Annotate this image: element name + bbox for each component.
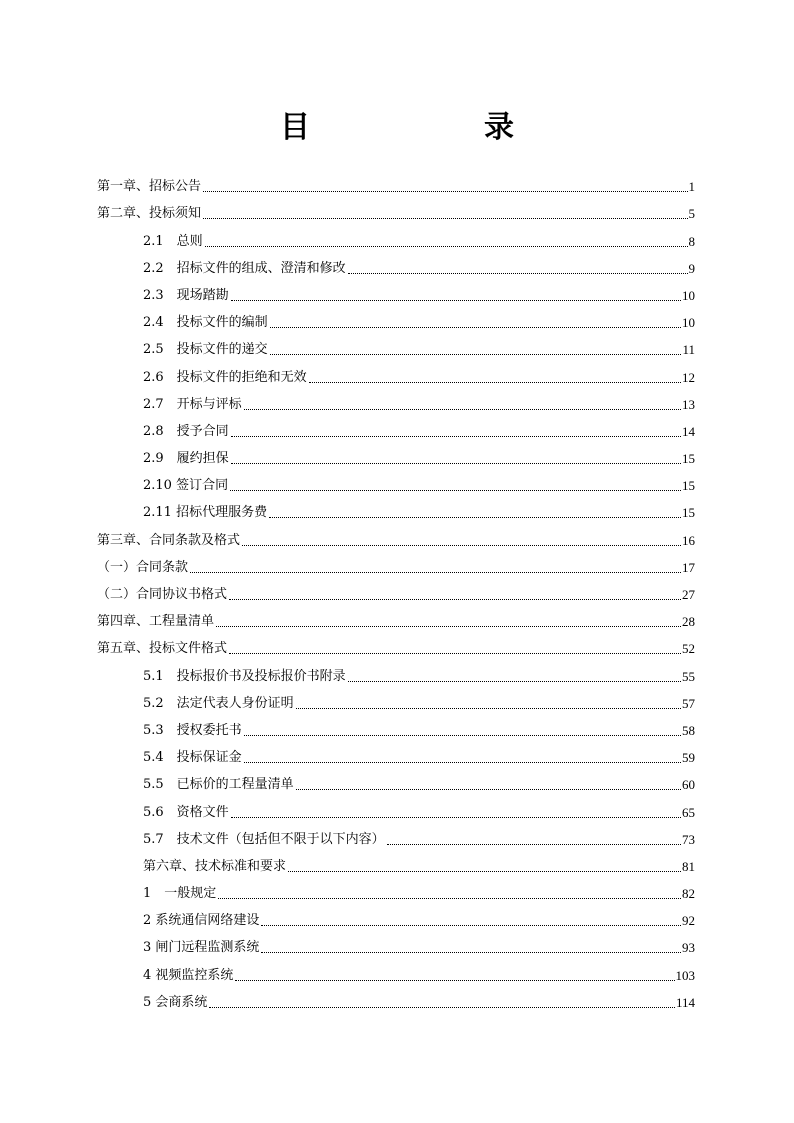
toc-entry-label: 5.7 技术文件（包括但不限于以下内容）	[143, 831, 385, 847]
toc-dot-leader	[270, 353, 682, 355]
toc-dot-leader	[242, 544, 681, 546]
toc-entry[interactable]	[97, 929, 695, 956]
toc-entry-label: 3 闸门远程监测系统	[143, 940, 260, 956]
toc-dot-leader	[348, 680, 681, 682]
toc-entry-label: 1 一般规定	[143, 886, 217, 902]
toc-entry[interactable]	[97, 956, 695, 983]
toc-entry[interactable]	[97, 168, 695, 195]
toc-dot-leader	[269, 516, 681, 518]
toc-dot-leader	[261, 924, 681, 926]
toc-entry-label: 5.5 已标价的工程量清单	[143, 777, 294, 793]
toc-entry-label: 2.5 投标文件的递交	[143, 342, 268, 358]
toc-entry[interactable]	[97, 386, 695, 413]
table-of-contents	[97, 168, 695, 1011]
toc-entry-page-number: 73	[682, 831, 695, 847]
toc-dot-leader	[209, 1006, 675, 1008]
toc-entry[interactable]	[97, 521, 695, 548]
toc-entry-page-number: 13	[682, 396, 695, 412]
toc-entry-page-number: 10	[682, 287, 695, 303]
toc-entry[interactable]	[97, 195, 695, 222]
toc-entry-page-number: 5	[688, 206, 695, 222]
toc-entry-page-number: 1	[688, 179, 695, 195]
toc-entry-page-number: 58	[682, 722, 695, 738]
toc-entry[interactable]	[97, 440, 695, 467]
toc-entry[interactable]	[97, 984, 695, 1011]
toc-entry-label: （二）合同协议书格式	[97, 587, 228, 602]
toc-entry-page-number: 81	[682, 858, 695, 874]
toc-entry-page-number: 16	[682, 532, 695, 548]
toc-entry-page-number: 28	[682, 614, 695, 630]
toc-entry-page-number: 17	[682, 559, 695, 575]
toc-entry[interactable]	[97, 657, 695, 684]
toc-entry[interactable]	[97, 685, 695, 712]
toc-entry[interactable]	[97, 277, 695, 304]
toc-dot-leader	[205, 245, 688, 247]
toc-entry-page-number: 9	[688, 260, 695, 276]
toc-entry[interactable]	[97, 902, 695, 929]
toc-entry-page-number: 15	[682, 478, 695, 494]
toc-entry-page-number: 55	[682, 668, 695, 684]
toc-entry-label: 5.1 投标报价书及投标报价书附录	[143, 668, 346, 684]
toc-entry-label: 第二章、投标须知	[97, 206, 202, 222]
toc-entry[interactable]	[97, 494, 695, 521]
toc-entry-label: 2 系统通信网络建设	[143, 913, 260, 929]
toc-entry-page-number: 103	[675, 967, 695, 983]
toc-entry[interactable]	[97, 739, 695, 766]
toc-entry-label: 2.8 授予合同	[143, 423, 229, 439]
toc-entry-label: 2.7 开标与评标	[143, 396, 242, 412]
toc-entry[interactable]	[97, 712, 695, 739]
toc-entry-label: 5 会商系统	[143, 994, 208, 1010]
toc-entry-label: 5.2 法定代表人身份证明	[143, 695, 294, 711]
toc-entry[interactable]	[97, 793, 695, 820]
toc-dot-leader	[203, 190, 687, 192]
toc-entry[interactable]	[97, 467, 695, 494]
toc-dot-leader	[229, 598, 681, 600]
toc-dot-leader	[244, 734, 681, 736]
toc-dot-leader	[229, 652, 681, 654]
toc-entry-page-number: 60	[682, 777, 695, 793]
toc-entry[interactable]	[97, 331, 695, 358]
toc-entry-page-number: 59	[682, 750, 695, 766]
toc-dot-leader	[231, 816, 681, 818]
toc-entry[interactable]	[97, 222, 695, 249]
toc-dot-leader	[216, 625, 681, 627]
toc-entry-page-number: 82	[682, 886, 695, 902]
toc-dot-leader	[231, 299, 681, 301]
toc-entry-label: （一）合同条款	[97, 559, 189, 575]
toc-entry[interactable]	[97, 821, 695, 848]
toc-entry-label: 5.4 投标保证金	[143, 750, 242, 766]
toc-entry[interactable]	[97, 603, 695, 630]
toc-entry-label: 第四章、工程量清单	[97, 614, 215, 630]
toc-entry-label: 5.3 授权委托书	[143, 722, 242, 738]
toc-entry-label: 第六章、技术标准和要求	[143, 858, 287, 874]
toc-dot-leader	[296, 707, 681, 709]
toc-dot-leader	[387, 843, 681, 845]
toc-entry-label: 2.6 投标文件的拒绝和无效	[143, 369, 307, 385]
toc-entry-label: 2.10 签订合同	[143, 478, 229, 494]
toc-entry-label: 2.4 投标文件的编制	[143, 315, 268, 331]
toc-dot-leader	[230, 489, 681, 491]
toc-entry[interactable]	[97, 358, 695, 385]
toc-entry-label: 2.3 现场踏勘	[143, 287, 229, 303]
toc-entry-page-number: 11	[682, 342, 695, 358]
toc-entry-page-number: 14	[682, 423, 695, 439]
toc-dot-leader	[244, 408, 681, 410]
toc-entry-page-number: 10	[682, 315, 695, 331]
toc-entry-label: 5.6 资格文件	[143, 804, 229, 820]
toc-dot-leader	[261, 951, 681, 953]
toc-entry[interactable]	[97, 304, 695, 331]
toc-entry-label: 2.2 招标文件的组成、澄清和修改	[143, 260, 346, 276]
toc-entry-page-number: 15	[682, 505, 695, 521]
toc-dot-leader	[235, 979, 674, 981]
toc-entry[interactable]	[97, 250, 695, 277]
toc-entry-page-number: 93	[682, 940, 695, 956]
toc-entry-label: 第五章、投标文件格式	[97, 641, 228, 657]
toc-entry-page-number: 65	[682, 804, 695, 820]
toc-entry-label: 4 视频监控系统	[143, 967, 234, 983]
toc-entry-label: 2.9 履约担保	[143, 451, 229, 467]
toc-dot-leader	[203, 217, 687, 219]
toc-entry-label: 2.1 总则	[143, 233, 203, 249]
toc-entry-page-number: 57	[682, 695, 695, 711]
toc-dot-leader	[288, 870, 681, 872]
toc-entry[interactable]	[97, 413, 695, 440]
toc-dot-leader	[231, 435, 681, 437]
toc-dot-leader	[244, 761, 681, 763]
toc-entry[interactable]	[97, 549, 695, 576]
toc-entry-page-number: 15	[682, 451, 695, 467]
toc-entry-page-number: 92	[682, 913, 695, 929]
page-title: 目 录	[280, 110, 586, 145]
toc-entry-label: 第一章、招标公告	[97, 179, 202, 195]
toc-entry-label: 2.11 招标代理服务费	[143, 505, 268, 521]
toc-dot-leader	[218, 897, 681, 899]
toc-dot-leader	[231, 462, 681, 464]
toc-dot-leader	[270, 326, 681, 328]
toc-entry-page-number: 27	[682, 587, 695, 602]
toc-entry-label: 第三章、合同条款及格式	[97, 532, 241, 548]
toc-entry-page-number: 114	[675, 994, 695, 1010]
toc-entry[interactable]	[97, 630, 695, 657]
toc-entry[interactable]	[97, 875, 695, 902]
toc-entry-page-number: 52	[682, 641, 695, 657]
toc-dot-leader	[190, 571, 681, 573]
toc-entry[interactable]	[97, 576, 695, 603]
toc-entry[interactable]	[97, 766, 695, 793]
toc-dot-leader	[309, 381, 681, 383]
toc-entry-page-number: 8	[688, 233, 695, 249]
toc-entry-page-number: 12	[682, 369, 695, 385]
toc-dot-leader	[296, 788, 681, 790]
toc-entry[interactable]	[97, 848, 695, 875]
toc-dot-leader	[348, 272, 688, 274]
